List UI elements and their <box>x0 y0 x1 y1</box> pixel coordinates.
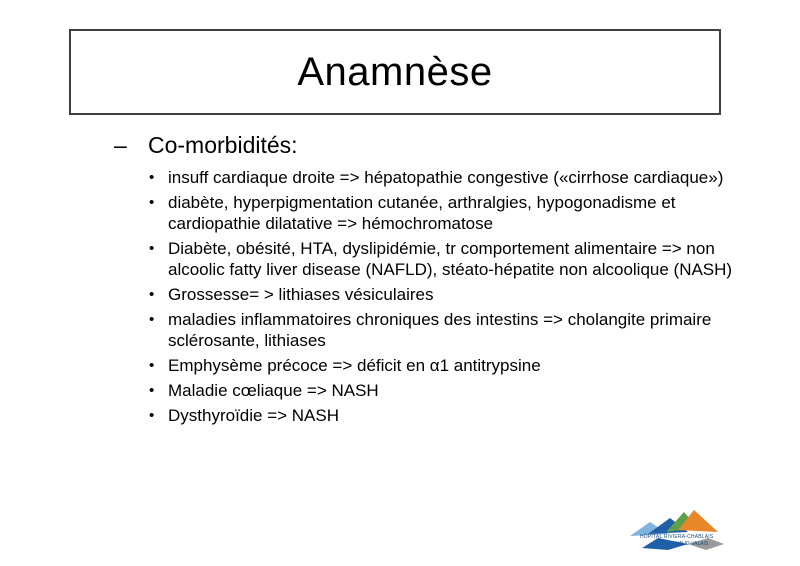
slide-title: Anamnèse <box>297 49 493 94</box>
bullet-icon: • <box>149 240 155 257</box>
bullet-icon: • <box>149 311 155 328</box>
list-item-text: Diabète, obésité, HTA, dyslipidémie, tr comportement alimentaire => non alcoolic fatty liver disease (NAFLD), stéato-hépatite non alcoolique (NASH) <box>168 239 733 279</box>
list-item <box>149 309 734 351</box>
list-item <box>149 284 734 305</box>
bullet-icon: • <box>149 382 155 399</box>
section-heading <box>114 132 734 159</box>
bullet-icon: • <box>149 407 155 424</box>
list-item <box>149 405 734 426</box>
list-item <box>149 380 734 401</box>
bullet-icon: • <box>149 194 155 211</box>
list-item-text: Emphysème précoce => déficit en α1 antitrypsine <box>168 356 541 375</box>
list-item-text: diabète, hyperpigmentation cutanée, arthralgies, hypogonadisme et cardiopathie dilatative => hémochromatose <box>168 193 676 233</box>
list-item-text: maladies inflammatoires chroniques des intestins => cholangite primaire sclérosante, lithiases <box>168 310 712 350</box>
list-item-text: Dysthyroïdie => NASH <box>168 406 340 425</box>
logo-text-line1: HÔPITAL RIVIERA-CHABLAIS <box>640 534 714 540</box>
bullet-icon: • <box>149 357 155 374</box>
list-item-text: Maladie cœliaque => NASH <box>168 381 379 400</box>
list-item <box>149 192 734 234</box>
bullet-icon: • <box>149 169 155 186</box>
section-heading-text: Co-morbidités: <box>148 132 298 158</box>
list-item <box>149 167 734 188</box>
list-item <box>149 355 734 376</box>
dash-marker: – <box>114 132 127 158</box>
bullet-icon: • <box>149 286 155 303</box>
bullet-list <box>114 167 734 426</box>
list-item <box>149 238 734 280</box>
list-item-text: Grossesse= > lithiases vésiculaires <box>168 285 434 304</box>
title-box <box>69 29 721 115</box>
list-item-text: insuff cardiaque droite => hépatopathie congestive («cirrhose cardiaque») <box>168 168 724 187</box>
logo-text-line2: VAUD-VALAIS <box>676 541 709 547</box>
comorbidities-section <box>114 132 734 430</box>
